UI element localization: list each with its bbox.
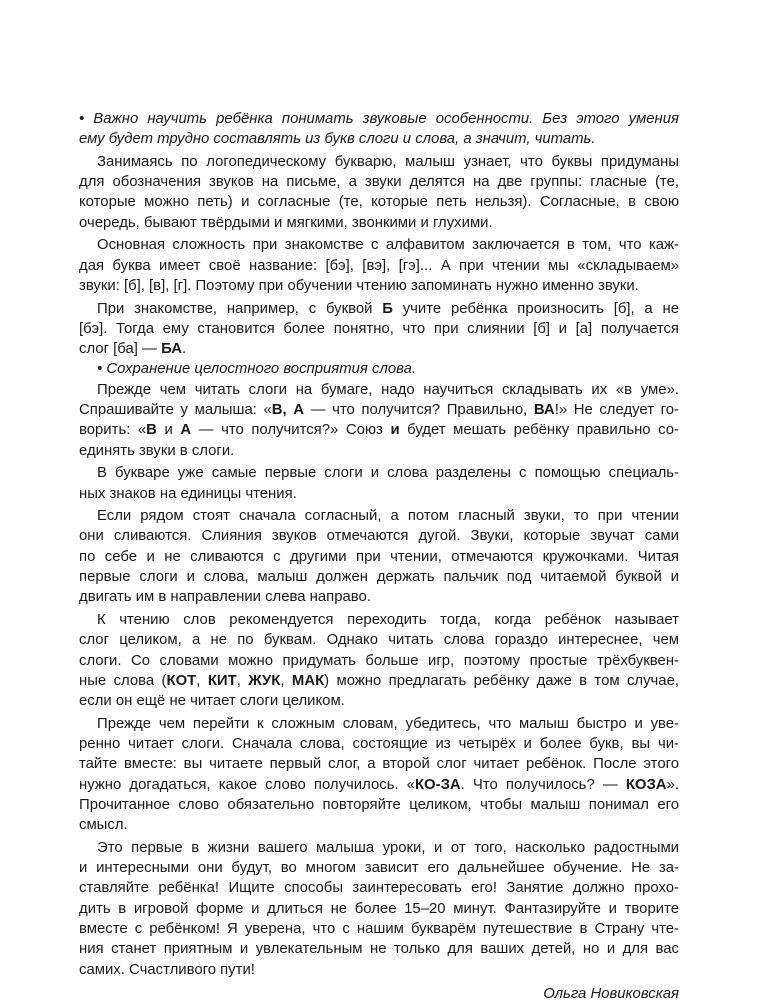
paragraph [79,463,679,504]
text-line: тайте вместе: вы читаете первый слог, а второй слог читает ребёнок. После этого [79,756,679,773]
text-line: Если рядом стоят сначала согласный, а потом гласный звуки, то при чтении [97,508,679,525]
text-run: учите ребёнка произносить [б], а не [392,300,679,317]
text-line: слоги. Со словами можно придумать больше игр, поэтому простые трёхбуквен- [79,652,679,669]
text-run: — что получится? Правильно, [304,402,534,419]
text-run: — что получится?» Союз [191,422,391,439]
bold-letter: В [146,422,157,439]
bold-word: КОЗА [625,776,667,793]
paragraph [79,380,679,461]
text-line: звуки: [б], [в], [г]. Поэтому при обучении чтению запоминать нужно именно звуки. [79,277,639,294]
text-run: нужно догадаться, какое слово получилось. « [79,776,415,793]
bold-word: МАК [291,672,325,689]
bold-syllable: БА [161,341,182,358]
text-line: дая буква имеет своё название: [бэ], [вэ], [гэ]... А при чтении мы «складываем» [79,257,679,274]
text-line [79,339,679,359]
italic-text: • Сохранение целостного восприятия слова. [97,361,416,378]
text-line: Прочитанное слово обязательно повторяйте целиком, чтобы малыш понимал его [79,796,679,813]
text-line: Основная сложность при знакомстве с алфавитом заключается в том, что каж- [97,237,679,254]
text-run: ные слова ( [79,672,167,689]
text-line [79,109,679,129]
text-run: . [181,341,187,358]
italic-text: ему будет трудно составлять из букв слоги и слова, а значит, читать. [79,131,596,148]
text-run: При знакомстве, например, с буквой [97,300,383,317]
paragraph [79,610,679,711]
text-line: если он ещё не читает слоги целиком. [79,693,345,710]
text-line: ния станет приятным и увлекательным не только для ваших детей, но и для вас [79,941,679,958]
text-line [79,299,679,319]
paragraph [79,359,679,379]
text-line: ставляйте ребёнка! Ищите способы заинтересовать его! Занятие должно прохо- [79,880,679,897]
author-signature [79,984,679,1004]
text-run: . Что получилось? — [460,776,626,793]
text-line: К чтению слов рекомендуется переходить тогда, когда ребёнок называет [97,611,679,628]
bold-letters: В, А [271,402,305,419]
paragraph [79,506,679,607]
text-line [79,359,679,379]
text-line: Прежде чем читать слоги на бумаге, надо научиться складывать их «в уме». [97,381,679,398]
text-line: для обозначения звуков на письме, а звуки делятся на две группы: гласные (те, [79,174,679,191]
text-line: и интересными они будут, во многом зависит его дальнейшее обучение. Не за- [79,860,679,877]
text-line: единять звуки в слоги. [79,442,235,459]
text-line [79,775,679,795]
paragraph [79,299,679,360]
paragraph [79,714,679,836]
text-line: Занимаясь по логопедическому букварю, малыш узнает, что буквы придуманы [97,153,679,170]
text-line: по себе и не сливаются с другими при чтении, отмечаются кружочками. Читая [79,548,679,565]
bold-letter: А [180,422,192,439]
italic-text: • Важно научить ребёнка понимать звуковые особенности. Без этого умения [79,111,679,127]
text-line: самих. Счастливого пути! [79,961,255,978]
text-line: Прежде чем перейти к сложным словам, убедитесь, что малыш быстро и уве- [97,715,679,732]
text-line [79,420,679,440]
document-page [79,109,679,1004]
bold-letter: Б [382,300,393,317]
text-line: ных знаков на единицы чтения. [79,485,297,502]
text-line [79,129,679,149]
text-line: смысл. [79,817,128,834]
text-line: В букваре уже самые первые слоги и слова разделены с помощью специаль- [97,465,679,482]
bold-word: КОТ [166,672,197,689]
author-name: Ольга Новиковская [543,985,679,1002]
text-line: Это первые в жизни вашего малыша уроки, и от того, насколько радостными [97,839,679,856]
text-line: очередь, бывают твёрдыми и мягкими, звонкими и глухими. [79,214,493,231]
paragraph [79,109,679,150]
text-run: ворить: « [79,422,147,439]
text-line: слог целиком, а не по буквам. Однако читать слова гораздо интереснее, чем [79,632,679,649]
bold-conjunction: и [390,422,400,439]
text-line: они сливаются. Слияния звуков отмечаются дугой. Звуки, которые звучат сами [79,528,679,545]
text-line [79,400,679,420]
text-run: Спрашивайте у малыша: « [79,402,272,419]
text-run: , [280,672,292,689]
text-run: ) можно предлагать ребёнку даже в том случае, [324,672,680,689]
bold-syllable: ВА [533,402,555,419]
bold-word: ЖУК [248,672,281,689]
text-run: !» Не следует го- [554,402,679,419]
paragraph [79,838,679,980]
text-line: [бэ]. Тогда ему становится более понятно, что при слиянии [б] и [а] получается [79,320,679,337]
text-run: ». [666,776,679,793]
text-line: первые слоги и слова, малыш должен держать пальчик под читаемой буквой и [79,569,679,586]
text-line: ренно читает слоги. Сначала слова, состоящие из четырёх и более букв, вы чи- [79,735,679,752]
text-line [79,671,679,691]
bold-syllables: КО-ЗА [414,776,461,793]
bold-word: КИТ [207,672,237,689]
text-run: слог [ба] — [79,341,162,358]
text-line: двигать им в направлении слева направо. [79,589,371,606]
text-run: и [156,422,181,439]
paragraph [79,235,679,296]
text-line: которые можно петь) и согласные (те, которые петь нельзя). Согласные, в свою [79,194,679,211]
text-run: будет мешать ребёнку правильно со- [399,422,679,439]
text-line: дить в игровой форме и длиться не более 15–20 минут. Фантазируйте и творите [79,900,679,917]
text-run: , [196,672,208,689]
text-run: , [236,672,249,689]
paragraph [79,152,679,233]
text-line: вместе с ребёнком! Я уверена, что с нашим букварём путешествие в Страну чте- [79,920,679,937]
